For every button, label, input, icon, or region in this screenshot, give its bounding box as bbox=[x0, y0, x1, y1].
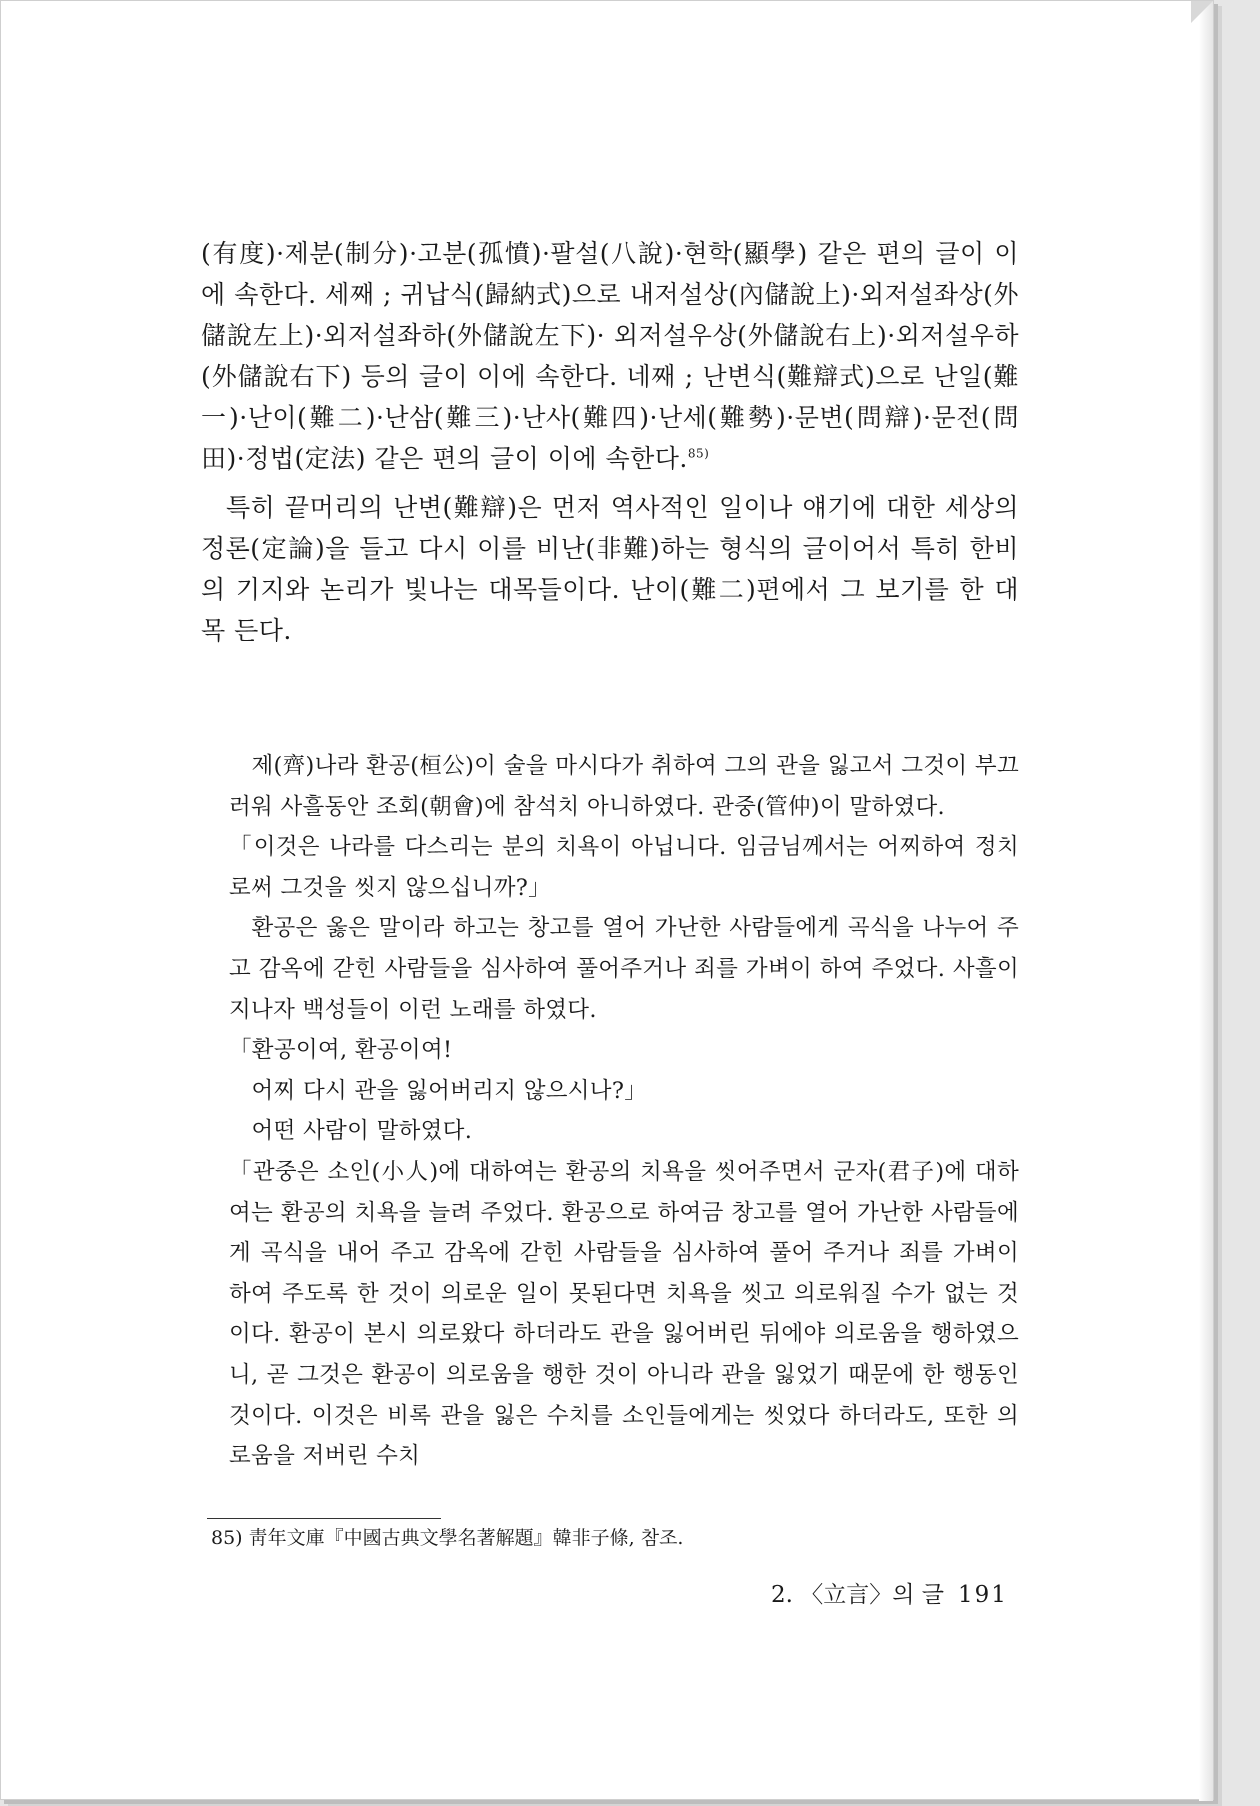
main-paragraph-1 bbox=[201, 233, 1019, 479]
quote-paragraph-2: 「이것은 나라를 다스리는 분의 치욕이 아닙니다. 임금님께서는 어찌하여 정치로써 그것을 씻지 않으십니까?」 bbox=[229, 834, 1019, 901]
section-title: 2. 〈立言〉의 글 bbox=[771, 1582, 945, 1608]
footnote-reference: 85) bbox=[687, 446, 710, 461]
main-paragraph-2: 특히 끝머리의 난변(難辯)은 먼저 역사적인 일이나 얘기에 대한 세상의 정론(定論)을 들고 다시 이를 비난(非難)하는 형식의 글이어서 특히 한비의 기지와 논리가 빛나는 대목들이다. 난이(難二)편에서 그 보기를 한 대목 든다. bbox=[201, 493, 1019, 645]
quoted-passage bbox=[229, 746, 1019, 1477]
quote-paragraph-4: 「환공이여, 환공이여! bbox=[229, 1037, 453, 1064]
page-corner-curl bbox=[1191, 1, 1213, 23]
quote-paragraph-5: 어찌 다시 관을 잃어버리지 않으시나?」 bbox=[251, 1077, 647, 1104]
page-number: 191 bbox=[958, 1582, 1008, 1608]
quote-paragraph-6: 어떤 사람이 말하였다. bbox=[251, 1118, 473, 1145]
footnote: 85) 靑年文庫『中國古典文學名著解題』韓非子條, 참조. bbox=[211, 1527, 684, 1549]
page-edge-shadow bbox=[1199, 1, 1213, 1801]
main-paragraph-1-text: (有度)·제분(制分)·고분(孤憤)·팔설(八說)·현학(顯學) 같은 편의 글이 이에 속한다. 세째 ; 귀납식(歸納式)으로 내저설상(內儲說上)·외저설좌상(外儲說左上)·외저설좌하(外儲說左下)· 외저설우상(外儲說右上)·외저설우하(外儲說右下) 등의 글이 이에 속한다. 네째 ; 난변식(難辯式)으로 난일(難一)·난이(難二)·난삼(難三)·난사(難四)·난세(難勢)·문변(問辯)·문전(問田)·정법(定法) 같은 편의 글이 이에 속한다. bbox=[201, 239, 1019, 473]
running-footer bbox=[771, 1579, 1011, 1611]
quote-paragraph-1: 제(齊)나라 환공(桓公)이 술을 마시다가 취하여 그의 관을 잃고서 그것이 부끄러워 사흘동안 조회(朝會)에 참석치 아니하였다. 관중(管仲)이 말하였다. bbox=[229, 753, 1019, 820]
main-text-body bbox=[201, 233, 1019, 651]
footnote-separator bbox=[207, 1518, 441, 1519]
quote-paragraph-3: 환공은 옳은 말이라 하고는 창고를 열어 가난한 사람들에게 곡식을 나누어 주고 감옥에 갇힌 사람들을 심사하여 풀어주거나 죄를 가벼이 하여 주었다. 사흘이 지나자 백성들이 이런 노래를 하였다. bbox=[229, 915, 1019, 1023]
quote-paragraph-7: 「관중은 소인(小人)에 대하여는 환공의 치욕을 씻어주면서 군자(君子)에 대하여는 환공의 치욕을 늘려 주었다. 환공으로 하여금 창고를 열어 가난한 사람들에게 곡식을 내어 주고 감옥에 갇힌 사람들을 심사하여 풀어 주거나 죄를 가벼이 하여 주도록 한 것이 의로운 일이 못된다면 치욕을 씻고 의로워질 수가 없는 것이다. 환공이 본시 의로왔다 하더라도 관을 잃어버린 뒤에야 의로움을 행하였으니, 곧 그것은 환공이 의로움을 행한 것이 아니라 관을 잃었기 때문에 한 행동인 것이다. 이것은 비록 관을 잃은 수치를 소인들에게는 씻었다 하더라도, 또한 의로움을 저버린 수치 bbox=[229, 1158, 1019, 1470]
